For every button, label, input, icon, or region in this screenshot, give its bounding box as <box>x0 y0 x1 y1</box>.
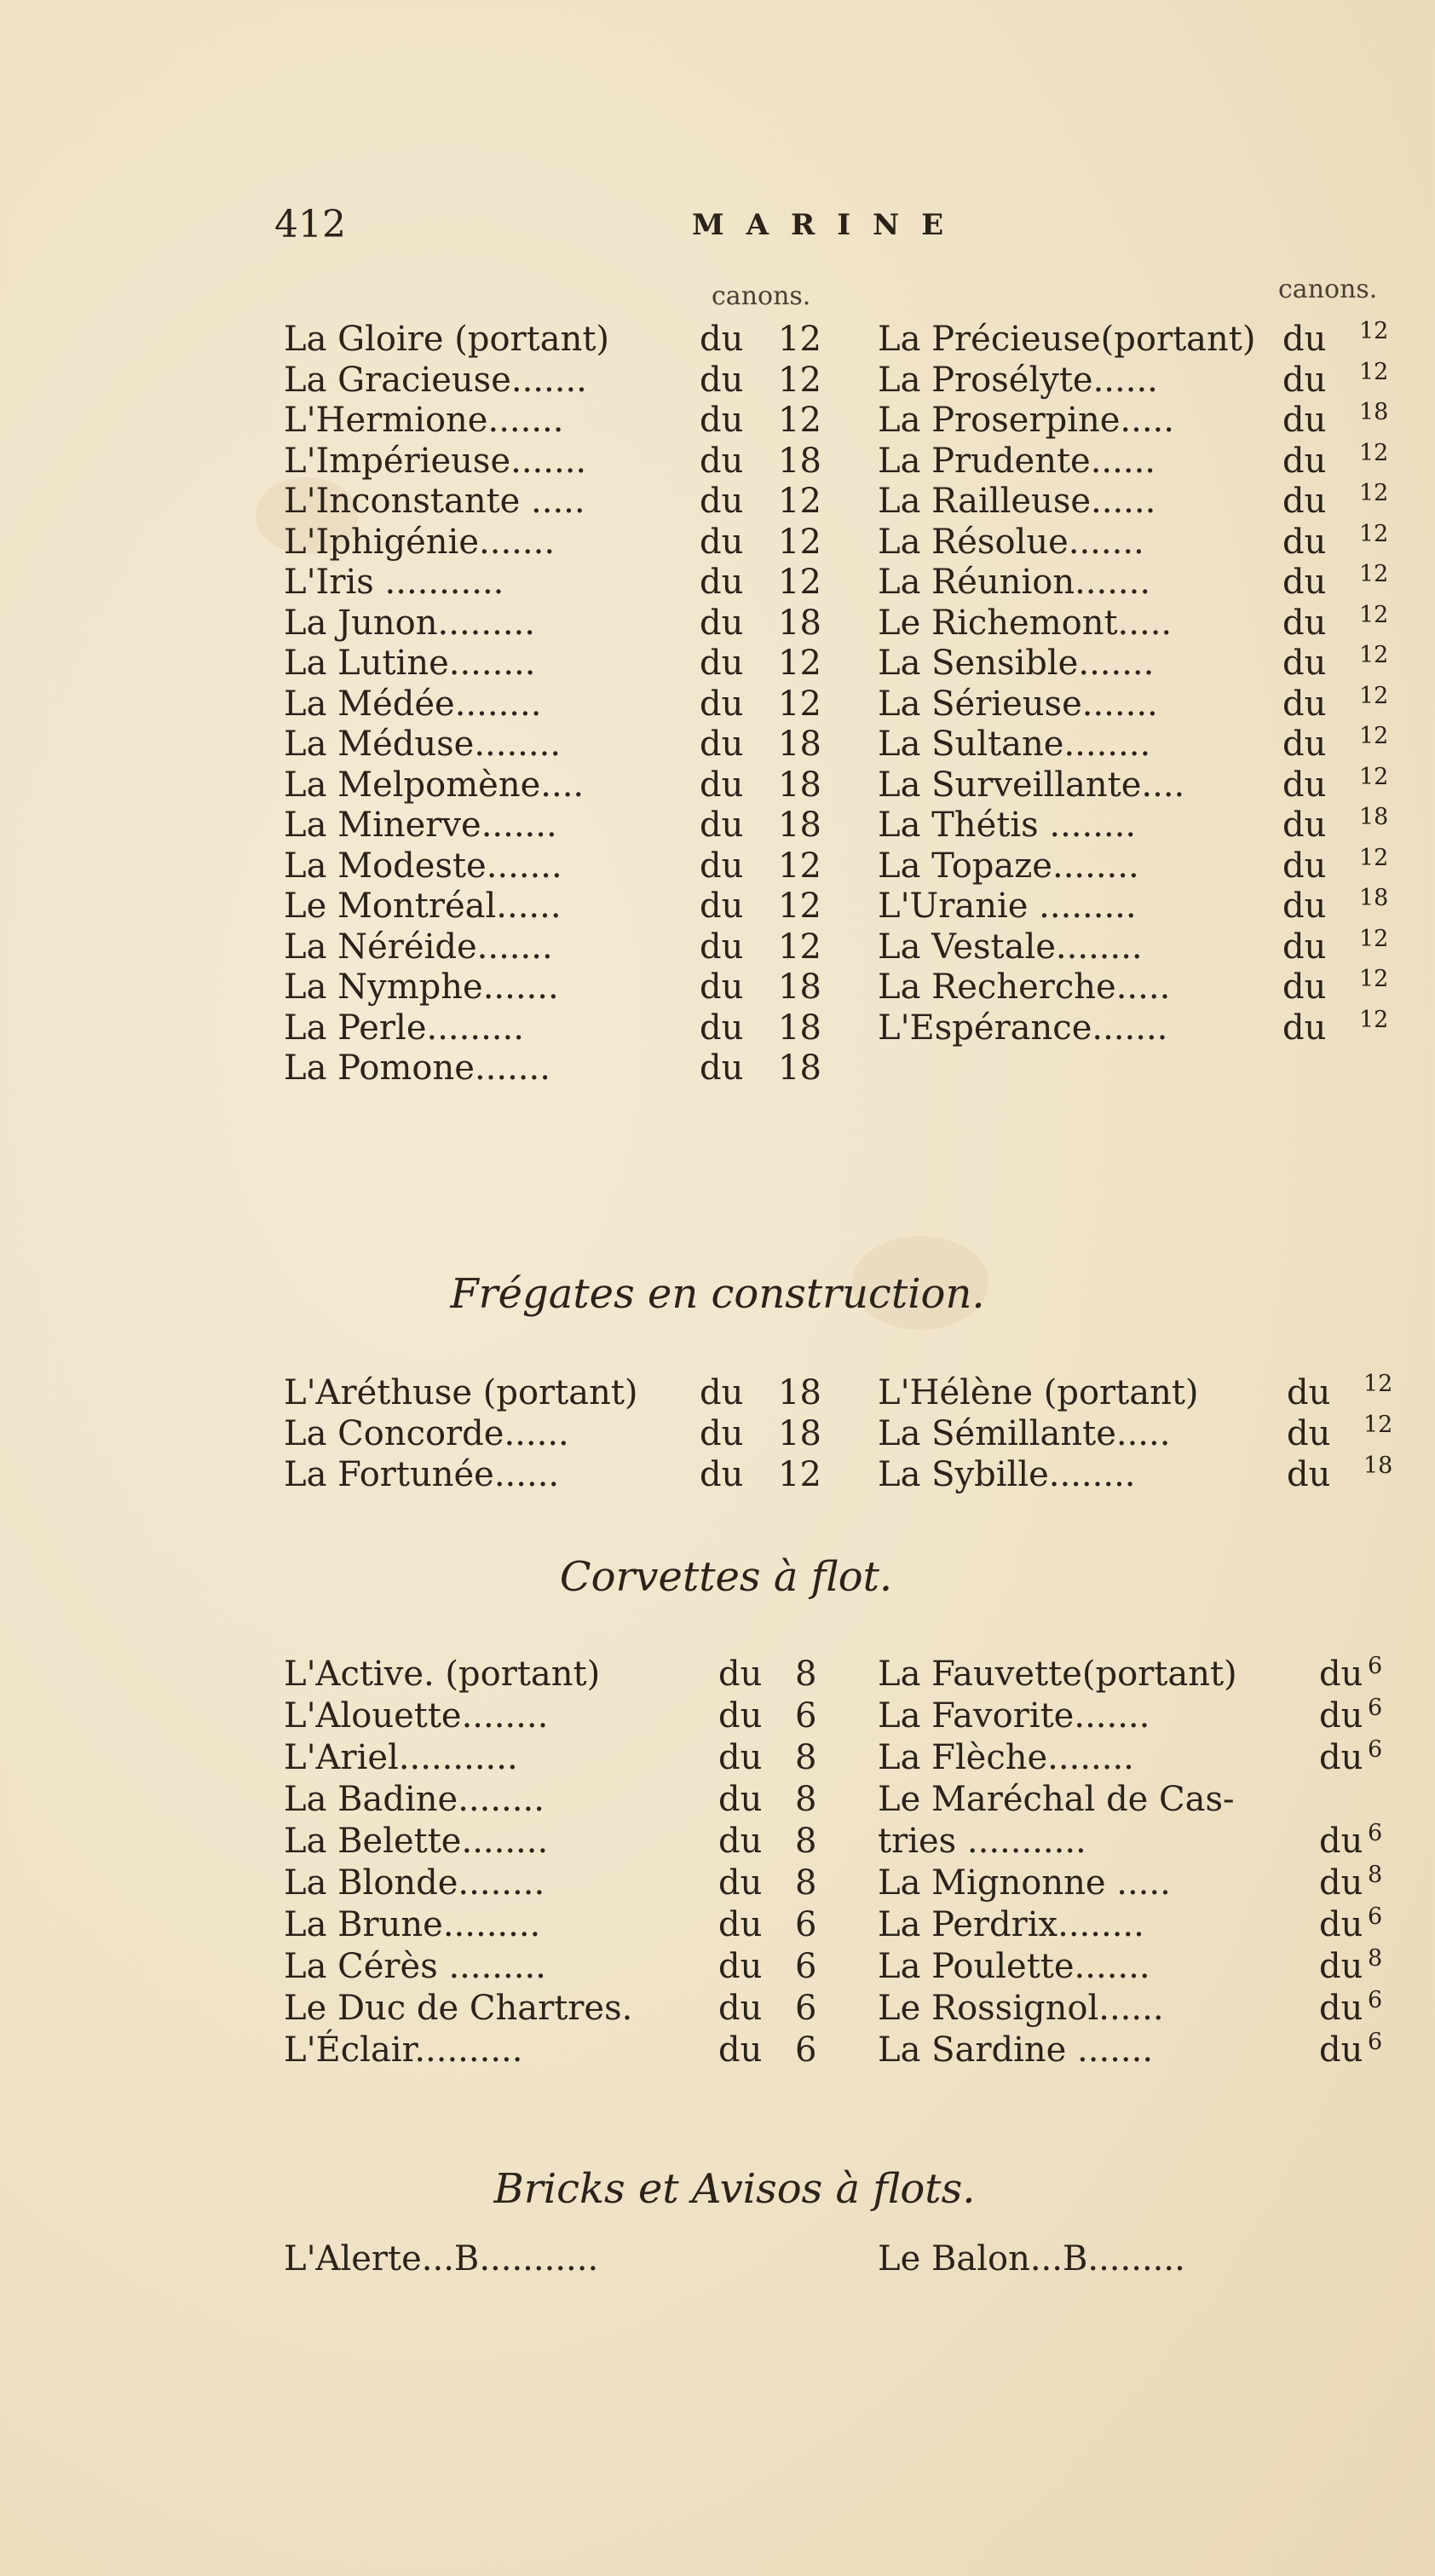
ship-name: La Gracieuse....... <box>284 360 587 400</box>
gun-count: 8 <box>795 1863 817 1903</box>
ship-name: L'Éclair.......... <box>284 2030 523 2070</box>
gun-count: 6 <box>795 1947 817 1986</box>
ship-entry <box>284 846 846 887</box>
ship-list-left <box>284 320 846 1089</box>
ship-entry <box>284 1048 846 1089</box>
ship-name: La Sardine ....... <box>878 2030 1154 2070</box>
ship-entry <box>878 320 1423 361</box>
ship-entry <box>878 482 1423 523</box>
gun-count: 6 <box>795 2030 817 2070</box>
ship-entry <box>284 604 846 644</box>
du-label: du <box>1319 1905 1363 1944</box>
gun-count: 12 <box>778 644 821 683</box>
gun-count: 6 <box>795 1989 817 2028</box>
du-label: du <box>1282 522 1327 562</box>
ship-name: La Sémillante..... <box>878 1414 1171 1453</box>
gun-count: 12 <box>1359 966 1389 992</box>
ship-entry <box>284 1008 846 1049</box>
ship-entry <box>284 1946 846 1988</box>
ship-name: Le Duc de Chartres. <box>284 1989 633 2028</box>
du-label: du <box>700 846 744 886</box>
running-title: MARINE <box>692 208 966 242</box>
ship-entry <box>284 806 846 846</box>
du-label: du <box>700 644 744 683</box>
ship-name: La Surveillante.... <box>878 765 1185 805</box>
ship-name: La Sybille........ <box>878 1455 1136 1494</box>
ship-entry <box>284 725 846 765</box>
ship-entry <box>878 1904 1423 1946</box>
du-label: du <box>1282 441 1327 481</box>
ship-entry <box>878 725 1423 765</box>
ship-name: L'Iris ........... <box>284 563 504 602</box>
gun-count: 6 <box>1368 1820 1383 1846</box>
du-label: du <box>1319 1738 1363 1777</box>
construction-list-left <box>284 1372 846 1495</box>
ship-name: La Flèche........ <box>878 1738 1134 1777</box>
ship-name: La Gloire (portant) <box>284 320 610 359</box>
du-label: du <box>1282 482 1327 521</box>
du-label: du <box>1282 967 1327 1007</box>
ship-name: La Prosélyte...... <box>878 360 1158 400</box>
gun-count: 12 <box>778 320 821 359</box>
du-label: du <box>700 563 744 602</box>
du-label: du <box>700 401 744 440</box>
gun-count: 18 <box>778 967 821 1007</box>
ship-entry <box>878 358 1423 401</box>
ship-name: La Cérès ......... <box>284 1947 546 1986</box>
du-label: du <box>700 725 744 764</box>
gun-count: 8 <box>795 1655 817 1694</box>
ship-name: La Fortunée...... <box>284 1455 560 1494</box>
ship-entry <box>284 967 846 1008</box>
ship-name: La Nymphe....... <box>284 967 559 1007</box>
ship-name: L'Espérance....... <box>878 1008 1168 1048</box>
du-label: du <box>718 1738 763 1777</box>
gun-count: 8 <box>1368 1862 1383 1888</box>
du-label: du <box>1282 725 1327 764</box>
du-label: du <box>1282 1008 1327 1048</box>
ship-entry <box>284 1454 846 1495</box>
du-label: du <box>718 1863 763 1903</box>
ship-entry <box>284 361 846 401</box>
du-label: du <box>700 684 744 724</box>
du-label: du <box>700 603 744 643</box>
ship-entry <box>878 806 1423 846</box>
ship-name: L'Hélène (portant) <box>878 1373 1199 1412</box>
du-label: du <box>1282 563 1327 602</box>
gun-count: 18 <box>778 765 821 805</box>
section-title-fregates-construction: Frégates en construction. <box>450 1270 985 1318</box>
ship-name: La Topaze........ <box>878 846 1139 886</box>
gun-count: 18 <box>778 1373 821 1412</box>
du-label: du <box>1282 401 1327 440</box>
gun-count: 18 <box>1363 1453 1393 1479</box>
ship-entry <box>284 1737 846 1779</box>
ship-name: La Melpomène.... <box>284 765 585 805</box>
du-label: du <box>1282 684 1327 724</box>
du-label: du <box>1319 1696 1363 1736</box>
section-title-bricks-avisos: Bricks et Avisos à flots. <box>493 2165 976 2213</box>
du-label: du <box>700 360 744 400</box>
gun-count: 18 <box>778 1048 821 1088</box>
ship-entry <box>284 1413 846 1454</box>
ship-list-right <box>878 320 1423 1048</box>
du-label: du <box>1319 1989 1363 2028</box>
ship-entry <box>878 601 1423 644</box>
ship-name: Le Montréal...... <box>284 887 562 926</box>
gun-count: 8 <box>795 1822 817 1861</box>
ship-name: La Perdrix........ <box>878 1905 1144 1944</box>
gun-count: 18 <box>778 603 821 643</box>
ship-name: Le Richemont..... <box>878 603 1173 643</box>
ship-name: La Prudente...... <box>878 441 1155 481</box>
section-title-corvettes: Corvettes à flot. <box>559 1553 893 1601</box>
ship-name: La Pomone....... <box>284 1048 550 1088</box>
ship-name: La Sultane........ <box>878 725 1151 764</box>
du-label: du <box>1282 927 1327 967</box>
ship-name: La Minerve....... <box>284 806 557 845</box>
ship-entry <box>284 563 846 604</box>
brick-list-right <box>878 2238 1423 2280</box>
ship-entry <box>878 439 1423 482</box>
ship-name: La Badine........ <box>284 1780 545 1819</box>
gun-count: 12 <box>778 401 821 440</box>
du-label: du <box>700 1455 744 1494</box>
ship-name: La Méduse........ <box>284 725 562 764</box>
ship-entry <box>284 1863 846 1904</box>
ship-name: L'Inconstante ..... <box>284 482 585 521</box>
gun-count: 18 <box>778 1008 821 1048</box>
gun-count: 12 <box>778 563 821 602</box>
gun-count: 12 <box>1359 1006 1389 1033</box>
gun-count: 8 <box>1368 1945 1383 1972</box>
corvette-list-right <box>878 1654 1423 2071</box>
du-label: du <box>1282 887 1327 926</box>
du-label: du <box>718 1947 763 1986</box>
du-label: du <box>718 2030 763 2070</box>
du-label: du <box>1282 320 1327 359</box>
ship-entry <box>878 967 1423 1008</box>
ship-entry <box>878 563 1423 604</box>
du-label: du <box>1282 806 1327 845</box>
ship-name: L'Active. (portant) <box>284 1655 601 1694</box>
corvette-list-left <box>284 1654 846 2071</box>
gun-count: 8 <box>795 1780 817 1819</box>
page-header <box>274 203 1382 263</box>
ship-name: L'Iphigénie....... <box>284 522 556 562</box>
du-label: du <box>1282 846 1327 886</box>
ship-name: L'Hermione....... <box>284 401 564 440</box>
ship-entry <box>878 2238 1423 2280</box>
gun-count: 12 <box>1359 642 1389 668</box>
du-label: du <box>700 806 744 845</box>
gun-count: 18 <box>778 806 821 845</box>
ship-name: La Médée........ <box>284 684 542 724</box>
du-label: du <box>718 1780 763 1819</box>
ship-name: Le Rossignol...... <box>878 1989 1164 2028</box>
gun-count: 12 <box>778 927 821 967</box>
ship-name: La Mignonne ..... <box>878 1863 1171 1903</box>
ship-name: L'Alouette........ <box>284 1696 549 1736</box>
gun-count: 6 <box>795 1696 817 1736</box>
ship-entry <box>878 520 1423 563</box>
ship-name: La Belette........ <box>284 1822 549 1861</box>
ship-entry <box>284 2238 846 2280</box>
du-label: du <box>1319 1863 1363 1903</box>
gun-count: 12 <box>1359 925 1389 952</box>
ship-name: La Concorde...... <box>284 1414 569 1453</box>
ship-entry <box>878 1372 1423 1413</box>
canons-header-left: canons. <box>712 281 811 311</box>
gun-count: 18 <box>778 441 821 481</box>
gun-count: 12 <box>1359 318 1389 344</box>
brick-list-left <box>284 2238 846 2280</box>
ship-entry <box>878 1779 1423 1821</box>
ship-name: L'Uranie ......... <box>878 887 1137 926</box>
gun-count: 12 <box>778 482 821 521</box>
du-label: du <box>1319 1822 1363 1861</box>
ship-entry <box>284 442 846 482</box>
ship-name: L'Impérieuse....... <box>284 441 587 481</box>
ship-entry <box>284 644 846 684</box>
ship-name: La Fauvette(portant) <box>878 1655 1237 1694</box>
ship-entry <box>284 765 846 806</box>
ship-entry <box>284 1372 846 1413</box>
ship-entry <box>284 1779 846 1821</box>
ship-name: La Modeste....... <box>284 846 562 886</box>
gun-count: 12 <box>778 360 821 400</box>
ship-entry <box>878 1863 1423 1904</box>
du-label: du <box>1282 644 1327 683</box>
gun-count: 12 <box>778 684 821 724</box>
ship-entry <box>878 1695 1423 1737</box>
ship-name: La Recherche..... <box>878 967 1171 1007</box>
ship-entry <box>878 927 1423 968</box>
du-label: du <box>1282 360 1327 400</box>
gun-count: 18 <box>1359 804 1389 830</box>
ship-name: La Sensible....... <box>878 644 1155 683</box>
gun-count: 12 <box>1359 682 1389 709</box>
ship-name: La Réunion....... <box>878 563 1151 602</box>
ship-entry <box>878 1737 1423 1779</box>
du-label: du <box>700 522 744 562</box>
du-label: du <box>1319 1947 1363 1986</box>
ship-entry <box>878 1821 1423 1863</box>
ship-name: tries ........... <box>878 1822 1086 1861</box>
ship-name: La Favorite....... <box>878 1696 1150 1736</box>
ship-entry <box>878 846 1423 887</box>
ship-name: La Perle......... <box>284 1008 524 1048</box>
du-label: du <box>1287 1455 1331 1494</box>
du-label: du <box>718 1822 763 1861</box>
page-number: 412 <box>274 203 346 246</box>
gun-count: 12 <box>1359 520 1389 547</box>
ship-name: La Railleuse...... <box>878 482 1156 521</box>
gun-count: 12 <box>1363 1412 1393 1438</box>
ship-name: L'Alerte...B........... <box>284 2239 599 2279</box>
ship-entry <box>878 1413 1423 1454</box>
ship-entry <box>284 2030 846 2071</box>
canons-header-right: canons. <box>1278 274 1378 304</box>
gun-count: 12 <box>1359 358 1389 385</box>
du-label: du <box>718 1655 763 1694</box>
ship-entry <box>284 1821 846 1863</box>
ship-entry <box>284 927 846 968</box>
ship-entry <box>878 1008 1423 1049</box>
ship-entry <box>284 887 846 927</box>
ship-entry <box>878 1454 1423 1495</box>
ship-name: La Néréide....... <box>284 927 553 967</box>
gun-count: 18 <box>1359 885 1389 911</box>
du-label: du <box>700 482 744 521</box>
gun-count: 18 <box>778 1414 821 1453</box>
ship-entry <box>284 1988 846 2030</box>
du-label: du <box>1319 2030 1363 2070</box>
ship-name: L'Ariel........... <box>284 1738 518 1777</box>
du-label: du <box>700 441 744 481</box>
gun-count: 6 <box>1368 1987 1383 2013</box>
du-label: du <box>718 1989 763 2028</box>
ship-entry <box>284 1654 846 1695</box>
ship-name: La Vestale........ <box>878 927 1143 967</box>
du-label: du <box>700 927 744 967</box>
ship-name: Le Balon...B......... <box>878 2239 1185 2279</box>
ship-entry <box>878 644 1423 684</box>
ship-entry <box>284 401 846 442</box>
du-label: du <box>700 1373 744 1412</box>
du-label: du <box>700 1414 744 1453</box>
ship-name: La Lutine........ <box>284 644 536 683</box>
ship-entry <box>878 887 1423 927</box>
gun-count: 12 <box>1359 763 1389 790</box>
gun-count: 12 <box>1359 723 1389 749</box>
gun-count: 12 <box>778 887 821 926</box>
ship-name: La Résolue....... <box>878 522 1144 562</box>
gun-count: 6 <box>1368 1736 1383 1763</box>
gun-count: 8 <box>795 1738 817 1777</box>
gun-count: 18 <box>1359 399 1389 425</box>
gun-count: 12 <box>778 522 821 562</box>
du-label: du <box>1287 1414 1331 1453</box>
gun-count: 6 <box>1368 1695 1383 1721</box>
du-label: du <box>700 765 744 805</box>
gun-count: 12 <box>778 846 821 886</box>
ship-entry <box>284 523 846 563</box>
ship-name: La Proserpine..... <box>878 401 1174 440</box>
gun-count: 6 <box>1368 1903 1383 1930</box>
ship-entry <box>878 1988 1423 2030</box>
du-label: du <box>700 1048 744 1088</box>
ship-entry <box>284 482 846 523</box>
gun-count: 6 <box>1368 1653 1383 1679</box>
ship-entry <box>878 1654 1423 1695</box>
gun-count: 6 <box>795 1905 817 1944</box>
gun-count: 18 <box>778 725 821 764</box>
ship-name: L'Aréthuse (portant) <box>284 1373 638 1412</box>
gun-count: 12 <box>1359 601 1389 628</box>
du-label: du <box>1282 603 1327 643</box>
du-label: du <box>700 1008 744 1048</box>
ship-entry <box>878 2030 1423 2071</box>
gun-count: 12 <box>778 1455 821 1494</box>
ship-entry <box>284 320 846 361</box>
gun-count: 12 <box>1359 844 1389 871</box>
du-label: du <box>1319 1655 1363 1694</box>
ship-entry <box>284 1695 846 1737</box>
ship-entry <box>878 684 1423 725</box>
ship-entry <box>284 684 846 725</box>
ship-entry <box>284 1904 846 1946</box>
du-label: du <box>1282 765 1327 805</box>
ship-name: La Précieuse(portant) <box>878 320 1256 359</box>
du-label: du <box>1287 1373 1331 1412</box>
du-label: du <box>700 320 744 359</box>
ship-name: Le Maréchal de Cas- <box>878 1780 1235 1819</box>
ship-entry <box>878 401 1423 442</box>
gun-count: 12 <box>1359 480 1389 506</box>
gun-count: 12 <box>1363 1371 1393 1397</box>
du-label: du <box>700 967 744 1007</box>
construction-list-right <box>878 1372 1423 1495</box>
ship-entry <box>878 1946 1423 1988</box>
gun-count: 6 <box>1368 2029 1383 2055</box>
du-label: du <box>718 1905 763 1944</box>
ship-name: La Poulette....... <box>878 1947 1150 1986</box>
gun-count: 12 <box>1359 561 1389 587</box>
ship-entry <box>878 765 1423 806</box>
ship-name: La Junon......... <box>284 603 535 643</box>
gun-count: 12 <box>1359 439 1389 466</box>
ship-name: La Brune......... <box>284 1905 541 1944</box>
ship-name: La Blonde........ <box>284 1863 545 1903</box>
ship-name: La Thétis ........ <box>878 806 1137 845</box>
du-label: du <box>700 887 744 926</box>
ship-name: La Sérieuse....... <box>878 684 1158 724</box>
du-label: du <box>718 1696 763 1736</box>
